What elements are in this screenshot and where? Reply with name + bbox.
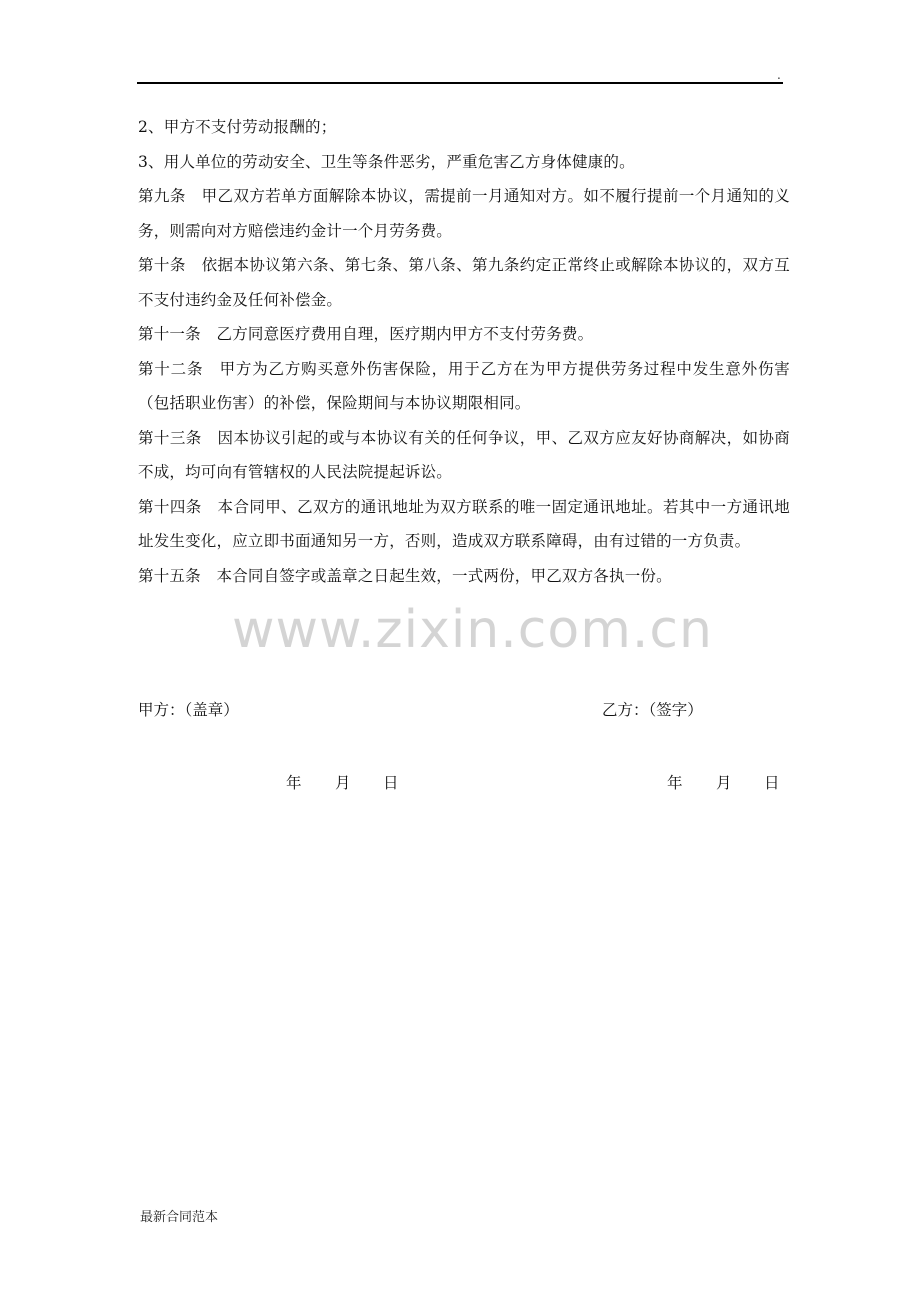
article-14: 第十四条 本合同甲、乙双方的通讯地址为双方联系的唯一固定通讯地址。若其中一方通讯地址发生变化，应立即书面通知另一方，否则，造成双方联系障碍，由有过错的一方负责。	[138, 497, 790, 550]
party-b-signature-label: 乙方：（签字）	[602, 701, 703, 719]
party-a-date-year: 年	[286, 774, 302, 792]
watermark: www.zixin.com.cn	[232, 600, 713, 660]
article-10: 第十条 依据本协议第六条、第七条、第八条、第九条约定正常终止或解除本协议的，双方互不支付违约金及任何补偿金。	[138, 256, 790, 309]
paragraph-item-3: 3、用人单位的劳动安全、卫生等条件恶劣，严重危害乙方身体健康的。	[138, 152, 635, 171]
article-15: 第十五条 本合同自签字或盖章之日起生效，一式两份，甲乙双方各执一份。	[138, 566, 672, 585]
header-rule	[137, 82, 783, 84]
article-12: 第十二条 甲方为乙方购买意外伤害保险，用于乙方在为甲方提供劳务过程中发生意外伤害（包括职业伤害）的补偿，保险期间与本协议期限相同。	[138, 359, 790, 412]
article-11: 第十一条 乙方同意医疗费用自理，医疗期内甲方不支付劳务费。	[138, 325, 594, 343]
party-b-date-month: 月	[716, 774, 732, 792]
header-mark: .	[777, 68, 781, 82]
paragraph-item-2: 2、甲方不支付劳动报酬的；	[138, 118, 337, 136]
contract-body	[138, 110, 790, 593]
party-b-date-day: 日	[764, 774, 780, 792]
party-a-signature-label: 甲方：（盖章）	[138, 701, 239, 719]
article-9: 第九条 甲乙双方若单方面解除本协议，需提前一月通知对方。如不履行提前一个月通知的义务，则需向对方赔偿违约金计一个月劳务费。	[138, 187, 790, 240]
party-a-date-day: 日	[383, 774, 399, 792]
party-a-date-month: 月	[335, 774, 351, 792]
footer-label: 最新合同范本	[140, 1210, 219, 1225]
article-13: 第十三条 因本协议引起的或与本协议有关的任何争议，甲、乙双方应友好协商解决，如协商不成，均可向有管辖权的人民法院提起诉讼。	[138, 428, 790, 481]
party-b-date-year: 年	[667, 774, 683, 792]
